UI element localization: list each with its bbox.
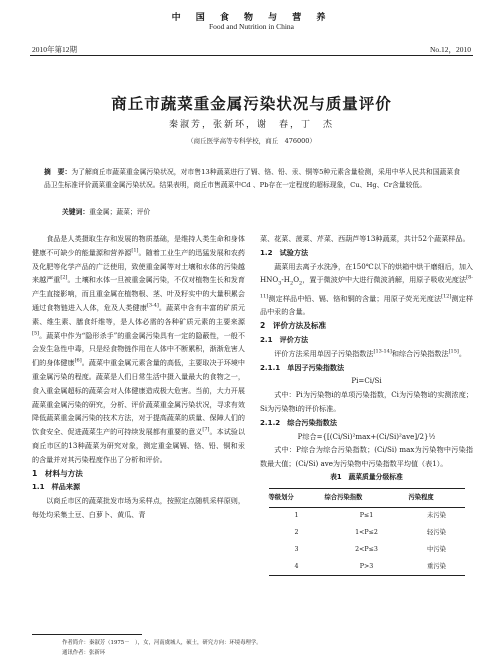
continued-text: 菜、花菜、菠菜、芹菜、西葫芦等13种蔬菜，共计52个蔬菜样品。	[260, 234, 470, 243]
header-rule	[30, 55, 473, 56]
footnote-author-bio: 作者简介：秦淑芳（1975－ ），女，河南虞城人，硕士，研究方向：环境毒理学。	[62, 640, 262, 646]
abstract-label: 摘 要：	[44, 168, 72, 176]
author-list: 秦淑芳，张新环，谢 春，丁 杰	[168, 120, 334, 130]
issue-label-left: 2010年第12期	[32, 45, 77, 54]
eval-method-text: 评价方法采用单因子污染指数法[13-14]和综合污染指数法[15]。	[274, 348, 466, 358]
abstract	[44, 166, 460, 192]
table-header: 污染程度	[409, 488, 465, 507]
formula-single-factor: Pi=Ci/Si	[351, 376, 382, 386]
subsection-heading-1-2: 1.2 试验方法	[260, 247, 309, 257]
table-cell: P>3	[325, 559, 409, 576]
table-cell: 轻污染	[427, 529, 446, 537]
subsection-heading-2-1-2: 2.1.2 综合污染指数法	[260, 417, 337, 427]
left-column	[32, 232, 245, 522]
quality-grade-table	[269, 488, 465, 577]
keywords-label: 关键词：	[62, 208, 90, 216]
table-row	[269, 559, 465, 576]
section-heading-1: 1 材料与方法	[32, 468, 83, 478]
keywords-text: 重金属；蔬菜；评价	[89, 208, 151, 216]
formula-composite: P综合={[(Ci/Si)²max+(Ci/Si)²ave]/2}½	[297, 431, 436, 441]
issue-label-right: No.12，2010	[429, 45, 471, 54]
formula1-description: 式中：Pi为污染物i的单项污染指数，Ci为污染物i的实测浓度；Si为污染物i的评价标准。	[260, 390, 473, 413]
subsection-heading-1-1: 1.1 样品来源	[32, 482, 81, 492]
journal-title-cn: 中 国 食 物 与 营 养	[171, 13, 332, 23]
method-text: 蔬菜用去离子水洗净，在150℃以下的烘箱中烘干磨细后，加入$HNO_3-H_2O_2$，置于微波炉中大进行微波消解，用原子吸收光度法[8-11]测定样品中铅、镉、铬和铜的含量；用原子荧光光度法[12]测定样品中汞的含量。	[260, 261, 474, 317]
affiliation: （商丘医学高等专科学校，商丘 476000）	[187, 137, 316, 145]
table-row	[269, 525, 465, 542]
table-cell: 中污染	[427, 546, 446, 554]
table-header: 等级划分	[269, 488, 325, 507]
section-heading-2: 2 评价方法及标准	[260, 321, 327, 331]
table-cell: 2	[294, 529, 299, 537]
abstract-text: 为了解商丘市蔬菜重金属污染状况，对市售13种蔬菜进行了镉、铬、铅、汞、铜等5种元素含量检测，采用中华人民共和国蔬菜食品卫生标准评价蔬菜重金属污染状况。结果表明，商丘市售蔬菜中Cd 、Pb存在一定程度的超标现象，Cu、Hg、Cr含量较低。	[44, 168, 460, 189]
table-title: 表1 蔬菜质量分级标准	[330, 472, 403, 481]
table-cell: 未污染	[427, 512, 446, 520]
formula2-description: 式中：P综合为综合污染指数；(Ci/Si) max为污染物中污染指数最大值；(Ci/Si) ave为污染物中污染指数平均值（表1）。	[260, 445, 473, 469]
table-cell: P≤1	[359, 512, 374, 520]
journal-title-en: Food and Nutrition in China	[209, 22, 294, 31]
table-row	[269, 507, 465, 524]
footnote-corresponding-author: 通讯作者：张新环	[62, 650, 106, 656]
table-header-row	[269, 488, 465, 507]
table-header: 综合污染指数	[325, 488, 409, 507]
table-cell: 4	[269, 559, 325, 576]
keywords	[62, 206, 150, 216]
table-cell: 1<P≤2	[355, 529, 378, 537]
sample-source-text: 以商丘市区的蔬菜批发市场为采样点，按照定点随机采样原则，每处均采集土豆、白萝卜、黄瓜、青	[32, 496, 245, 519]
table-cell: 3	[294, 546, 299, 554]
right-column	[260, 232, 473, 576]
footnote-rule	[32, 634, 142, 635]
intro-paragraph: 食品是人类摄取生存和发展的物质基础，是维持人类生命和身体健康不可缺少的能量源和营养源[1]。随着工业生产的迅猛发展和农药及化肥等化学产品的广泛使用，致使重金属等对土壤和水体的污染越来越严重[2]。土壤和水体一旦被重金属污染，不仅对植物生长和发育产生直接影响，而且重金属在植物根、茎、叶及籽实中的大量积累会通过食物链进入人体，危及人类健康[3-4]。蔬菜中含有丰富的矿质元素、维生素、膳食纤维等，是人体必需的各种矿质元素的主要来源[5]。蔬菜中作为“隐形杀手”的重金属污染具有一定的隐蔽性，一般不会发生急性中毒，只是经食物链作用在人体中不断累积，渐渐危害人们的身体健康[6]。蔬菜中重金属元素含量的高低，主要取决于环境中重金属污染的程度。蔬菜是人们日常生活中摄入量最大的食物之一，食入重金属超标的蔬菜会对人体健康造成极大危害。当前，大力开展蔬菜重金属污染的研究，分析、评价蔬菜重金属污染状况，寻求有效降低蔬菜重金属污染的技术方法，对于提高蔬菜的质量、保障人们的饮食安全、促进蔬菜生产的可持续发展都有重要的意义[7]。本试验以商丘市区的13种蔬菜为研究对象，测定重金属镉、铬、铅、铜和汞的含量并对其污染程度作出了分析和评价。	[32, 234, 246, 464]
table-cell: 重污染	[409, 559, 465, 576]
subsection-heading-2-1-1: 2.1.1 单因子污染指数法	[260, 362, 345, 372]
subsection-heading-2-1: 2.1 评价方法	[260, 334, 309, 344]
paper-title: 商丘市蔬菜重金属污染状况与质量评价	[111, 95, 392, 113]
table-cell: 2<P≤3	[355, 546, 378, 554]
table-cell: 1	[294, 512, 299, 520]
table-row	[269, 542, 465, 559]
